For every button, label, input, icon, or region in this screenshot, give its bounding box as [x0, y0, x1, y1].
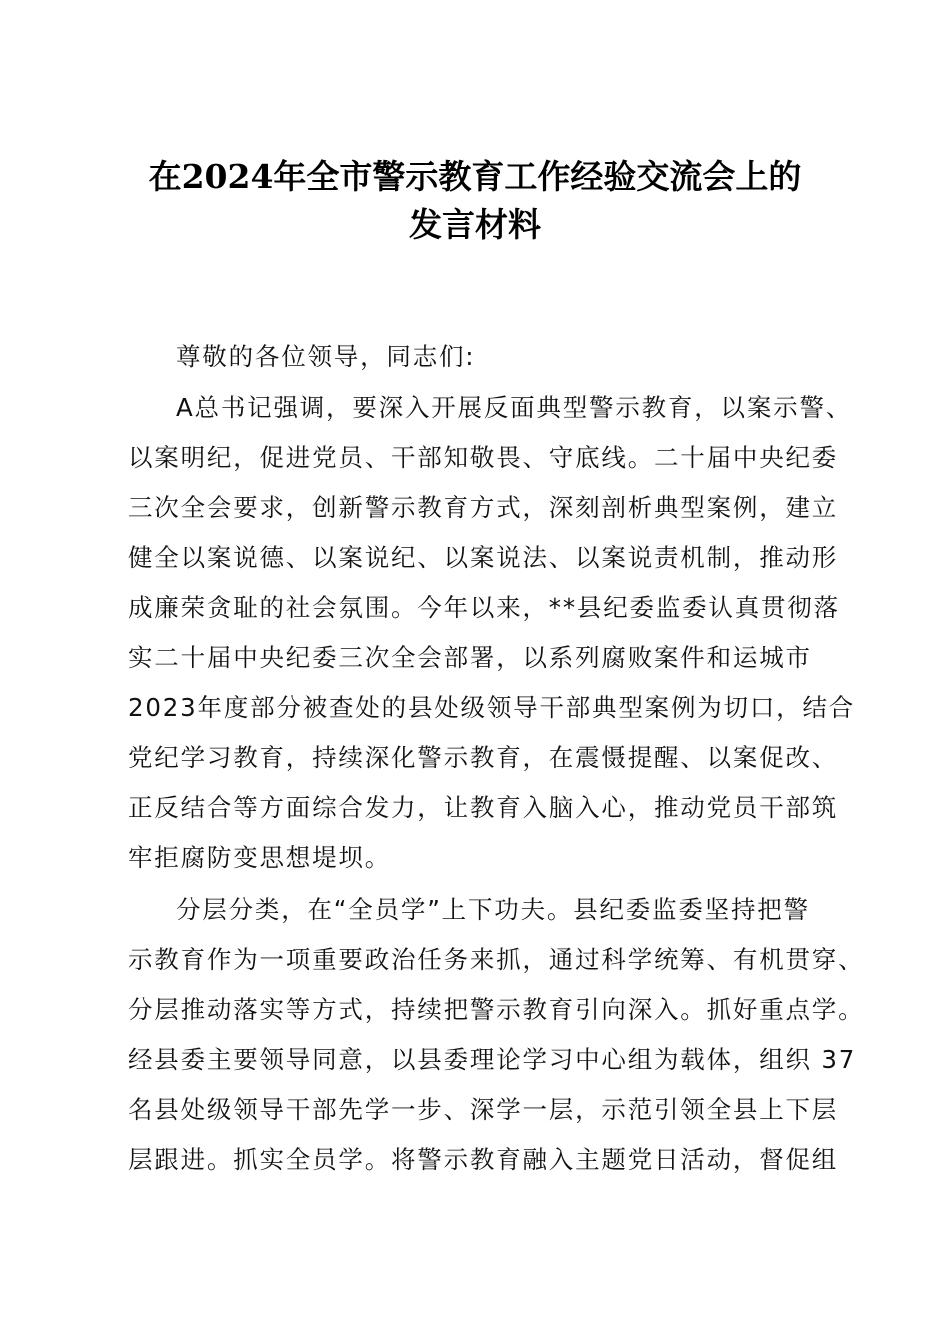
- greeting-line: 尊敬的各位领导，同志们:: [176, 342, 476, 371]
- paragraph-line: A总书记强调，要深入开展反面典型警示教育，以案示警、: [176, 393, 853, 422]
- paragraph-line: 健全以案说德、以案说纪、以案说法、以案说责机制，推动形: [128, 543, 839, 572]
- paragraph-line: 示教育作为一项重要政治任务来抓，通过科学统筹、有机贯穿、: [128, 945, 865, 974]
- paragraph-line: 分层分类，在“全员学”上下功夫。县纪委监委坚持把警: [176, 895, 810, 924]
- paragraph-line: 正反结合等方面综合发力，让教育入脑入心，推动党员干部筑: [128, 793, 839, 822]
- paragraph-line: 实二十届中央纪委三次全会部署，以系列腐败案件和运城市: [128, 643, 812, 672]
- paragraph-line: 成廉荣贪耻的社会氛围。今年以来，**县纪委监委认真贯彻落: [128, 593, 840, 622]
- paragraph-line: 三次全会要求，创新警示教育方式，深刻剖析典型案例，建立: [128, 493, 839, 522]
- paragraph-line: 经县委主要领导同意，以县委理论学习中心组为载体，组织 37: [128, 1045, 857, 1074]
- paragraph-line: 2023年度部分被查处的县处级领导干部典型案例为切口，结合: [128, 693, 856, 722]
- paragraph-line: 牢拒腐防变思想堤坝。: [128, 843, 391, 872]
- document-title-line-1: 在2024年全市警示教育工作经验交流会上的: [148, 157, 802, 196]
- paragraph-line: 名县处级领导干部先学一步、深学一层，示范引领全县上下层: [128, 1095, 839, 1124]
- paragraph-line: 以案明纪，促进党员、干部知敬畏、守底线。二十届中央纪委: [128, 443, 839, 472]
- paragraph-line: 党纪学习教育，持续深化警示教育，在震慑提醒、以案促改、: [128, 743, 839, 772]
- paragraph-line: 分层推动落实等方式，持续把警示教育引向深入。抓好重点学。: [128, 995, 865, 1024]
- document-title-line-2: 发言材料: [409, 205, 541, 244]
- paragraph-line: 层跟进。抓实全员学。将警示教育融入主题党日活动，督促组: [128, 1145, 839, 1174]
